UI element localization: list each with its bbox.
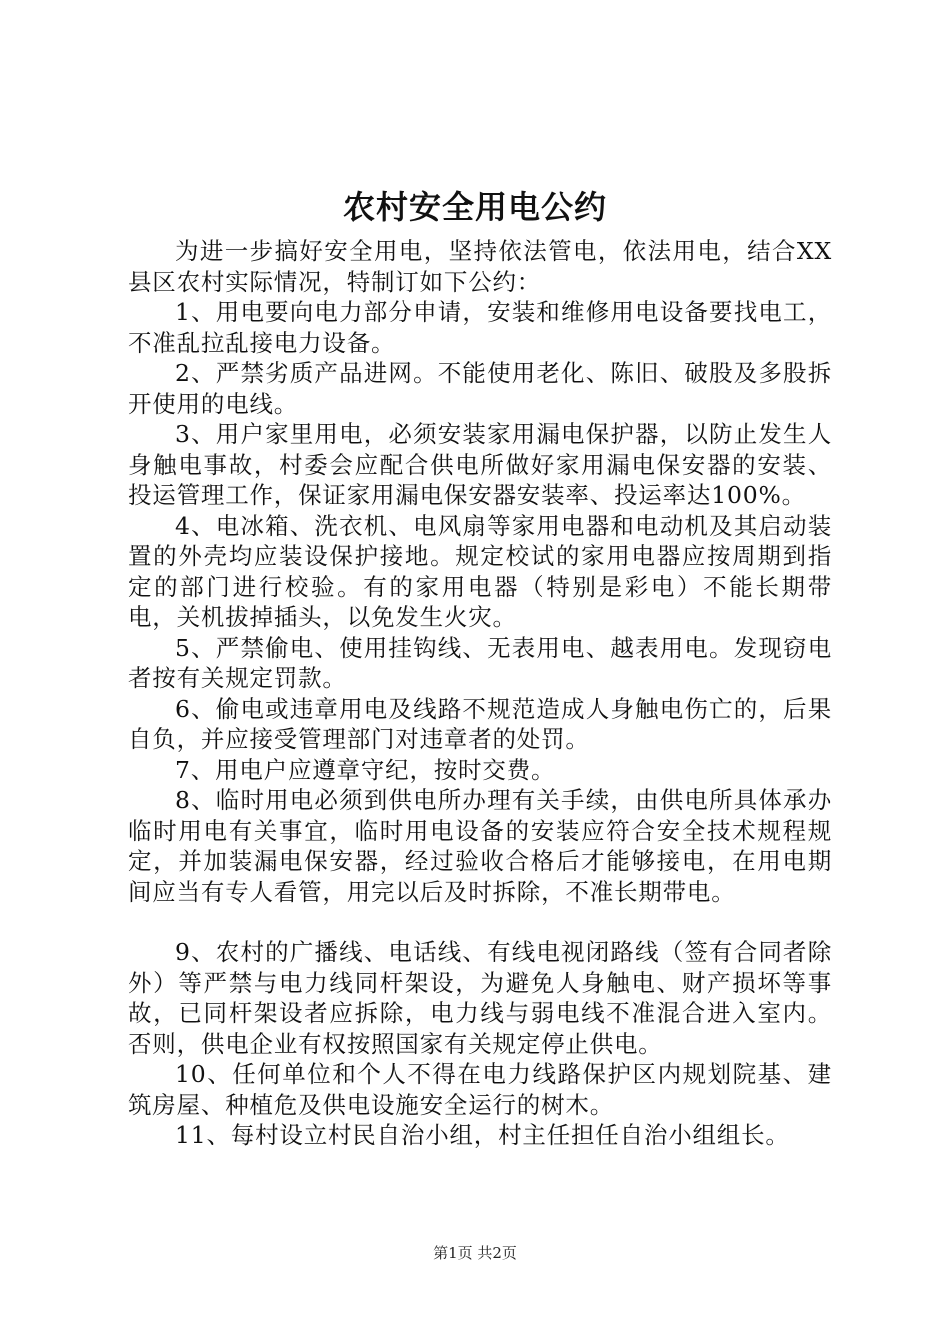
clause-10: 10、任何单位和个人不得在电力线路保护区内规划院基、建筑房屋、种植危及供电设施安全运行的树木。: [128, 1060, 832, 1119]
clause-8: 8、临时用电必须到供电所办理有关手续，由供电所具体承办临时用电有关事宜，临时用电设备的安装应符合安全技术规程规定，并加装漏电保安器，经过验收合格后才能够接电，在用电期间应当有专人看管，用完以后及时拆除，不准长期带电。: [128, 786, 832, 906]
intro-paragraph: 为进一步搞好安全用电，坚持依法管电，依法用电，结合XX县区农村实际情况，特制订如下公约：: [128, 237, 832, 296]
clause-4: 4、电冰箱、洗衣机、电风扇等家用电器和电动机及其启动装置的外壳均应装设保护接地。规定校试的家用电器应按周期到指定的部门进行校验。有的家用电器（特别是彩电）不能长期带电，关机拔掉插头，以免发生火灾。: [128, 511, 832, 631]
clause-11: 11、每村设立村民自治小组，村主任担任自治小组组长。: [175, 1121, 790, 1149]
page-footer: 第1页 共2页: [433, 1244, 517, 1262]
clause-3: 3、用户家里用电，必须安装家用漏电保护器，以防止发生人身触电事故，村委会应配合供电所做好家用漏电保安器的安装、投运管理工作，保证家用漏电保安器安装率、投运率达100%。: [128, 420, 832, 509]
clause-6: 6、偷电或违章用电及线路不规范造成人身触电伤亡的，后果自负，并应接受管理部门对违章者的处罚。: [128, 694, 832, 753]
clause-2: 2、严禁劣质产品进网。不能使用老化、陈旧、破股及多股拆开使用的电线。: [128, 359, 832, 418]
clause-1: 1、用电要向电力部分申请，安装和维修用电设备要找电工，不准乱拉乱接电力设备。: [128, 298, 832, 357]
page-title: 农村安全用电公约: [342, 188, 607, 226]
clause-5: 5、严禁偷电、使用挂钩线、无表用电、越表用电。发现窃电者按有关规定罚款。: [128, 633, 832, 692]
clause-9: 9、农村的广播线、电话线、有线电视闭路线（签有合同者除外）等严禁与电力线同杆架设，为避免人身触电、财产损坏等事故，已同杆架设者应拆除，电力线与弱电线不准混合进入室内。否则，供电企业有权按照国家有关规定停止供电。: [128, 938, 832, 1058]
clause-7: 7、用电户应遵章守纪，按时交费。: [175, 755, 556, 784]
document-body: [128, 236, 832, 1151]
